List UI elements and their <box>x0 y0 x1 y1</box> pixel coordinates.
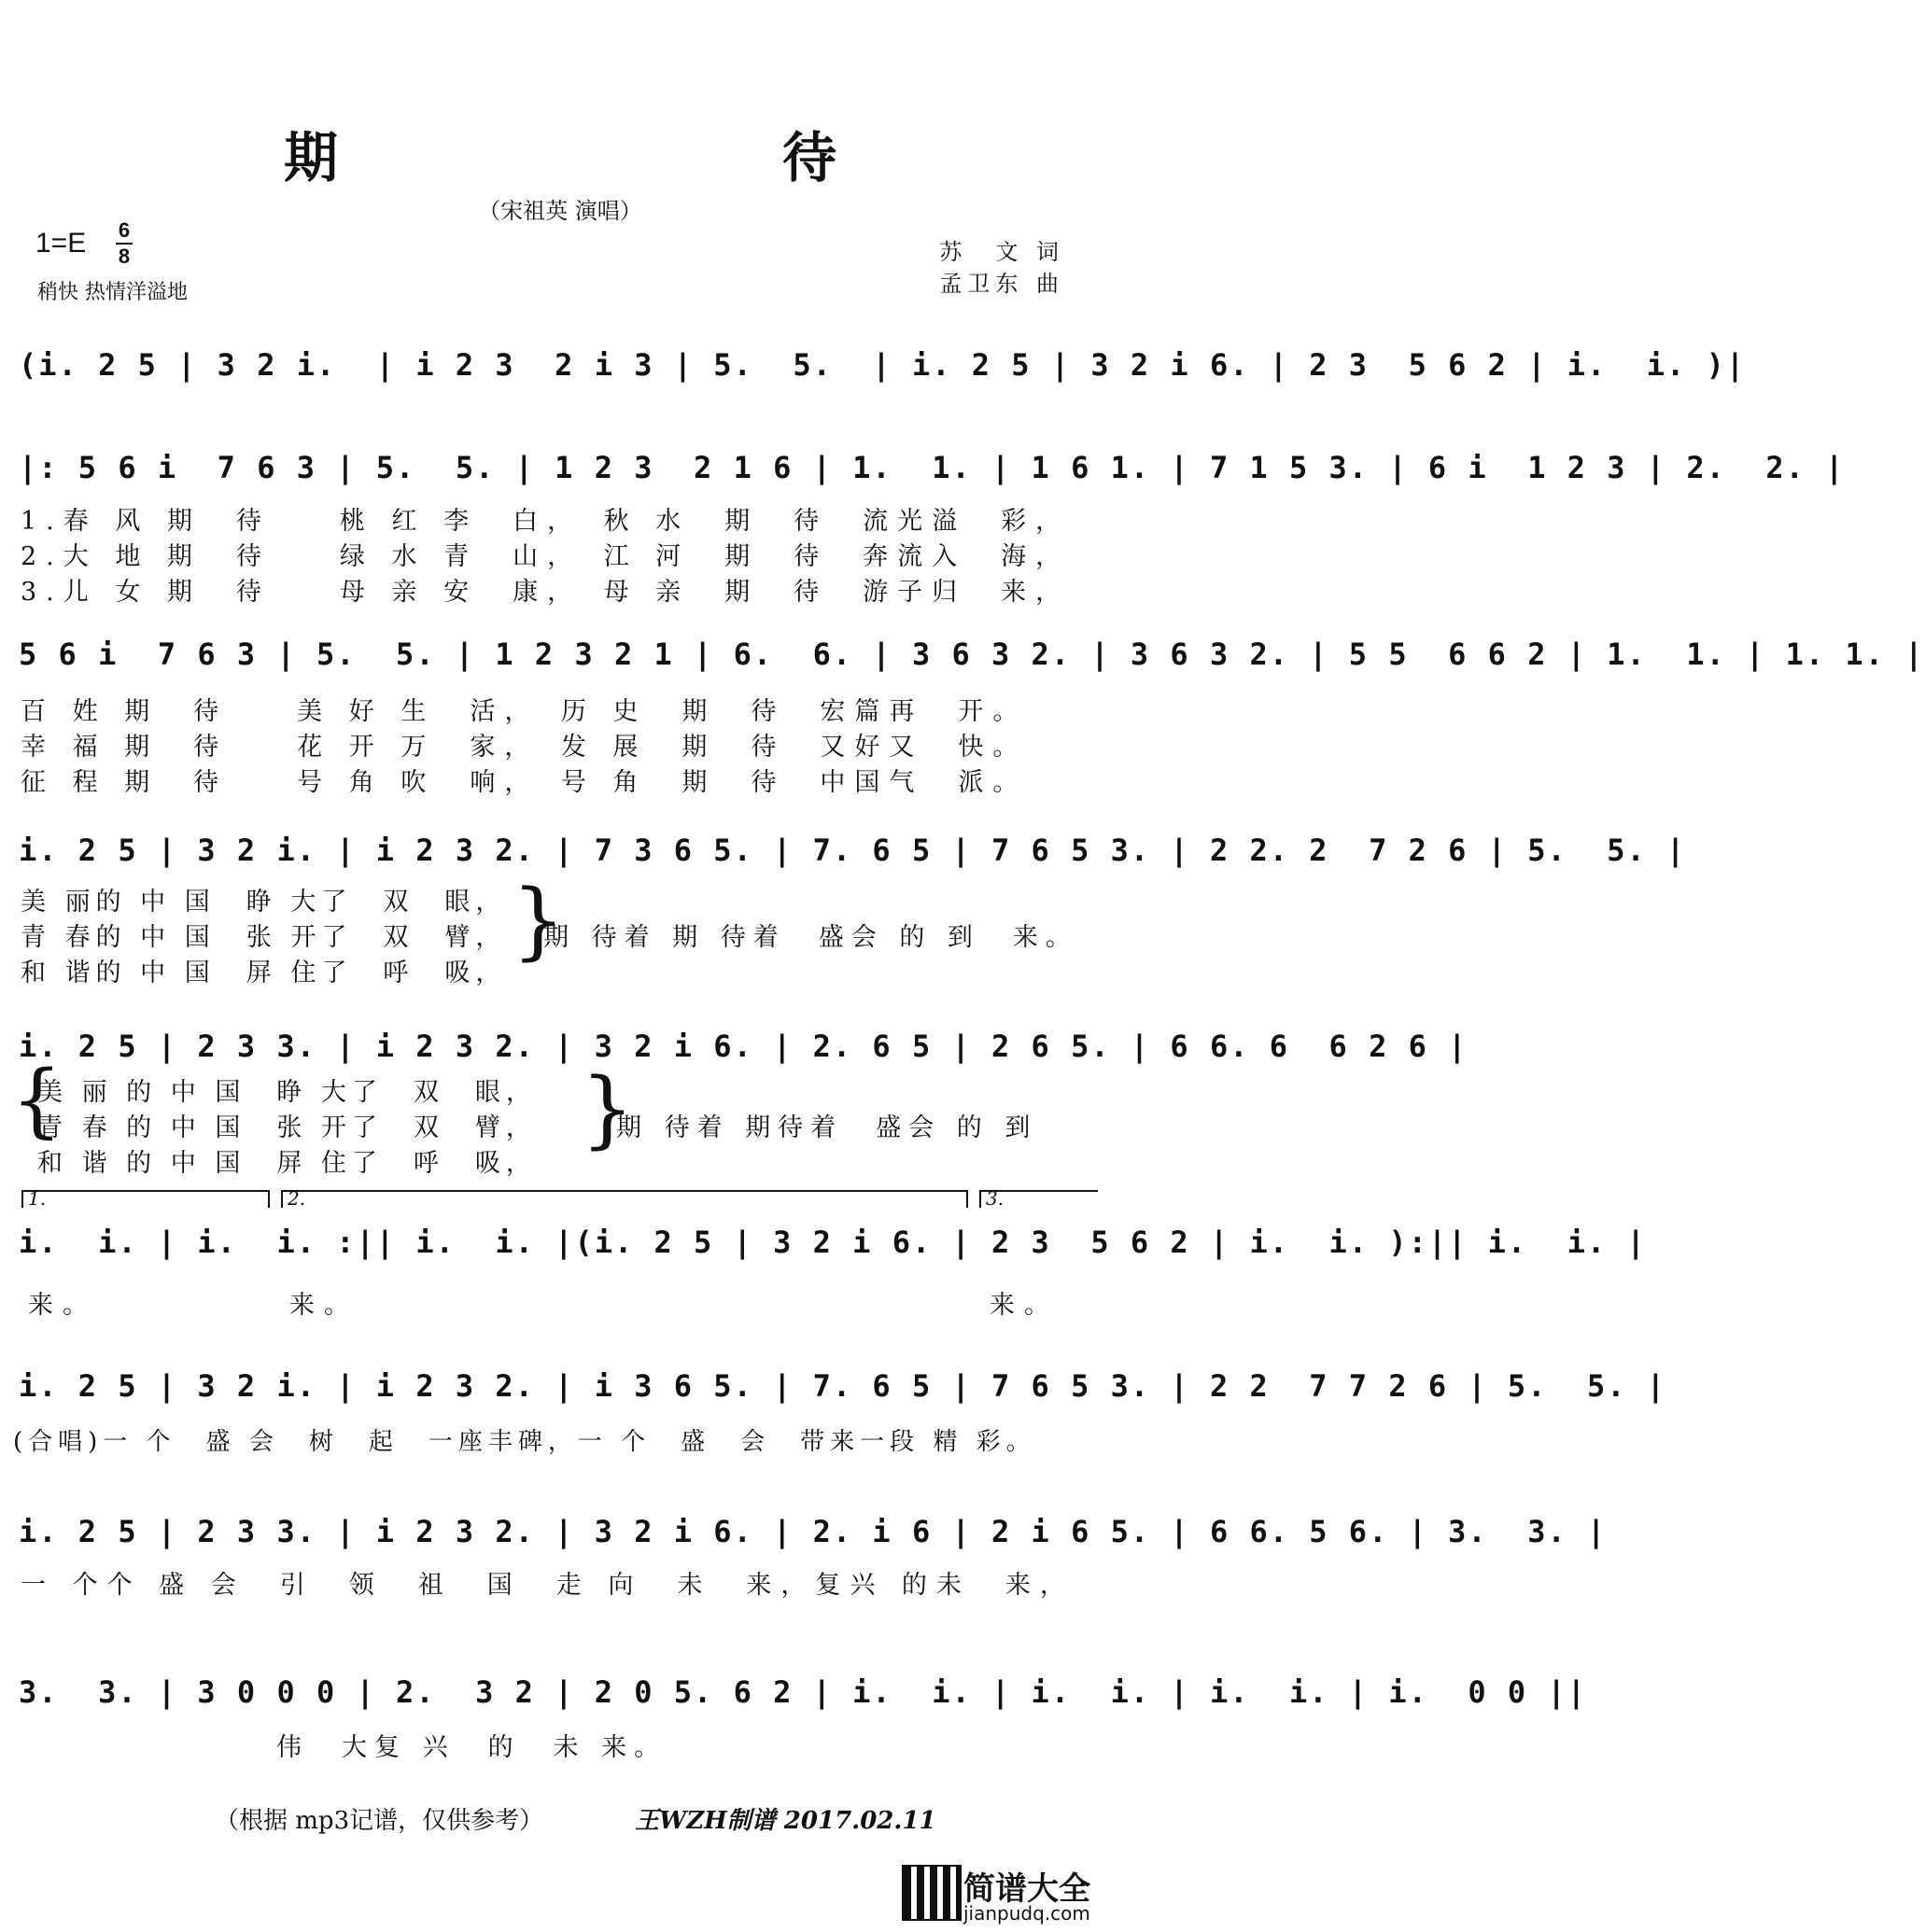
score-row-6 <box>19 1213 1647 1282</box>
lyric-verse1-d: 美 丽 的 中 国 睁 大了 双 眼， <box>37 1078 537 1107</box>
notes-row-3: 5 6 i 7 6 3 | 5. 5. | 1 2 3 2 1 | 6. 6. | 3 6 3 2. | 3 6 3 2. | 5 5 6 6 2 | 1. 1. | 1. 1. | <box>19 637 1925 672</box>
chorus-lyric-2: 一 个个 盛 会 引 领 祖 国 走 向 未 来，复兴 的未 来， <box>21 1571 1075 1600</box>
notes-row-4: i. 2 5 | 3 2 i. | i 2 3 2. | 7 3 6 5. | 7. 6 5 | 7 6 5 3. | 2 2. 2 7 2 6 | 5. 5. | <box>19 833 1687 868</box>
volta-brackets <box>19 1187 1102 1210</box>
verse-brace-d-left: { <box>11 1054 63 1147</box>
score-row-8 <box>19 1503 1608 1572</box>
ending-3-lyric: 来。 <box>990 1291 1059 1320</box>
site-logo <box>902 1863 1111 1926</box>
time-denominator: 8 <box>118 245 131 268</box>
score-row-2 <box>19 439 1846 508</box>
lyric-verse2-a: 2.大 地 期 待 绿 水 青 山， 江 河 期 待 奔流入 海， <box>21 542 1071 571</box>
key-signature: 1=E <box>35 228 87 259</box>
singer-credit: （宋祖英 演唱） <box>478 198 642 224</box>
verse-brace-d: } <box>581 1060 635 1158</box>
lyric-verse2-c: 青 春的 中 国 张 开了 双 臂， <box>21 923 507 952</box>
refrain-d: 期 待着 期待着 盛会 的 到 <box>616 1113 1038 1142</box>
ending-1-lyric: 来。 <box>28 1291 97 1320</box>
lyric-verse2-b: 幸 福 期 待 花 开 万 家， 发 展 期 待 又好又 快。 <box>21 733 1028 762</box>
lyric-verse3-d: 和 谐 的 中 国 屏 住了 呼 吸， <box>37 1149 537 1178</box>
song-title: 期 待 <box>283 126 948 189</box>
logo-url: jianpudq.com <box>963 1902 1090 1925</box>
notes-row-5: i. 2 5 | 2 3 3. | i 2 3 2. | 3 2 i 6. | 2. 6 5 | 2 6 5. | 6 6. 6 6 2 6 | <box>19 1029 1468 1064</box>
ending-2-lyric: 来。 <box>289 1291 358 1320</box>
volta-3-label: 3. <box>986 1187 1005 1210</box>
volta-2-label: 2. <box>288 1187 306 1210</box>
score-row-3 <box>19 625 1925 694</box>
score-row-7 <box>19 1357 1667 1426</box>
time-numerator: 6 <box>118 218 131 242</box>
lyric-verse1-c: 美 丽的 中 国 睁 大了 双 眼， <box>21 888 507 917</box>
volta-1-label: 1. <box>28 1187 47 1210</box>
notes-row-8: i. 2 5 | 2 3 3. | i 2 3 2. | 3 2 i 6. | 2. i 6 | 2 i 6 5. | 6 6. 5 6. | 3. 3. | <box>19 1514 1608 1549</box>
time-signature <box>116 220 133 267</box>
chorus-lyric-1: (合唱)一 个 盛 会 树 起 一座丰碑，一 个 盛 会 带来一段 精 彩。 <box>13 1428 1036 1456</box>
lyric-verse1-b: 百 姓 期 待 美 好 生 活， 历 史 期 待 宏篇再 开。 <box>21 697 1028 726</box>
logo-brand: 简谱大全 <box>963 1870 1090 1908</box>
lyric-verse3-c: 和 谐的 中 国 屏 住了 呼 吸， <box>21 959 507 987</box>
notes-row-1: (i. 2 5 | 3 2 i. | i 2 3 2 i 3 | 5. 5. | i. 2 5 | 3 2 i 6. | 2 3 5 6 2 | i. i. )| <box>19 347 1747 383</box>
piano-keys-icon <box>902 1865 962 1921</box>
refrain-c: 期 待着 期 待着 盛会 的 到 来。 <box>543 923 1078 952</box>
transcription-note: （根据 mp3记谱，仅供参考） <box>215 1807 544 1835</box>
lyric-verse2-d: 青 春 的 中 国 张 开了 双 臂， <box>37 1113 537 1142</box>
notes-row-2: |: 5 6 i 7 6 3 | 5. 5. | 1 2 3 2 1 6 | 1. 1. | 1 6 1. | 7 1 5 3. | 6 i 1 2 3 | 2. 2. | <box>19 450 1846 485</box>
lyric-verse1-a: 1.春 风 期 待 桃 红 李 白， 秋 水 期 待 流光溢 彩， <box>21 507 1071 536</box>
transcriber-signature: 王WZH制谱 2017.02.11 <box>635 1807 936 1835</box>
lyric-verse3-a: 3.儿 女 期 待 母 亲 安 康， 母 亲 期 待 游子归 来， <box>21 578 1071 607</box>
score-row-1 <box>19 336 1747 405</box>
verse-brace-c: } <box>512 872 566 970</box>
notes-row-6: i. i. | i. i. :|| i. i. |(i. 2 5 | 3 2 i 6. | 2 3 5 6 2 | i. i. ):|| i. i. | <box>19 1225 1647 1260</box>
lyric-verse3-b: 征 程 期 待 号 角 吹 响， 号 角 期 待 中国气 派。 <box>21 768 1028 797</box>
tempo-marking: 稍快 热情洋溢地 <box>37 281 188 304</box>
composer-credit: 孟卫东 曲 <box>939 271 1064 297</box>
final-lyric: 伟 大复 兴 的 未 来。 <box>276 1733 667 1762</box>
lyricist-credit: 苏 文 词 <box>939 239 1064 265</box>
notes-row-9: 3. 3. | 3 0 0 0 | 2. 3 2 | 2 0 5. 6 2 | i. i. | i. i. | i. i. | i. 0 0 || <box>19 1674 1587 1710</box>
score-row-9 <box>19 1663 1587 1732</box>
notes-row-7: i. 2 5 | 3 2 i. | i 2 3 2. | i 3 6 5. | 7. 6 5 | 7 6 5 3. | 2 2 7 7 2 6 | 5. 5. | <box>19 1368 1667 1404</box>
